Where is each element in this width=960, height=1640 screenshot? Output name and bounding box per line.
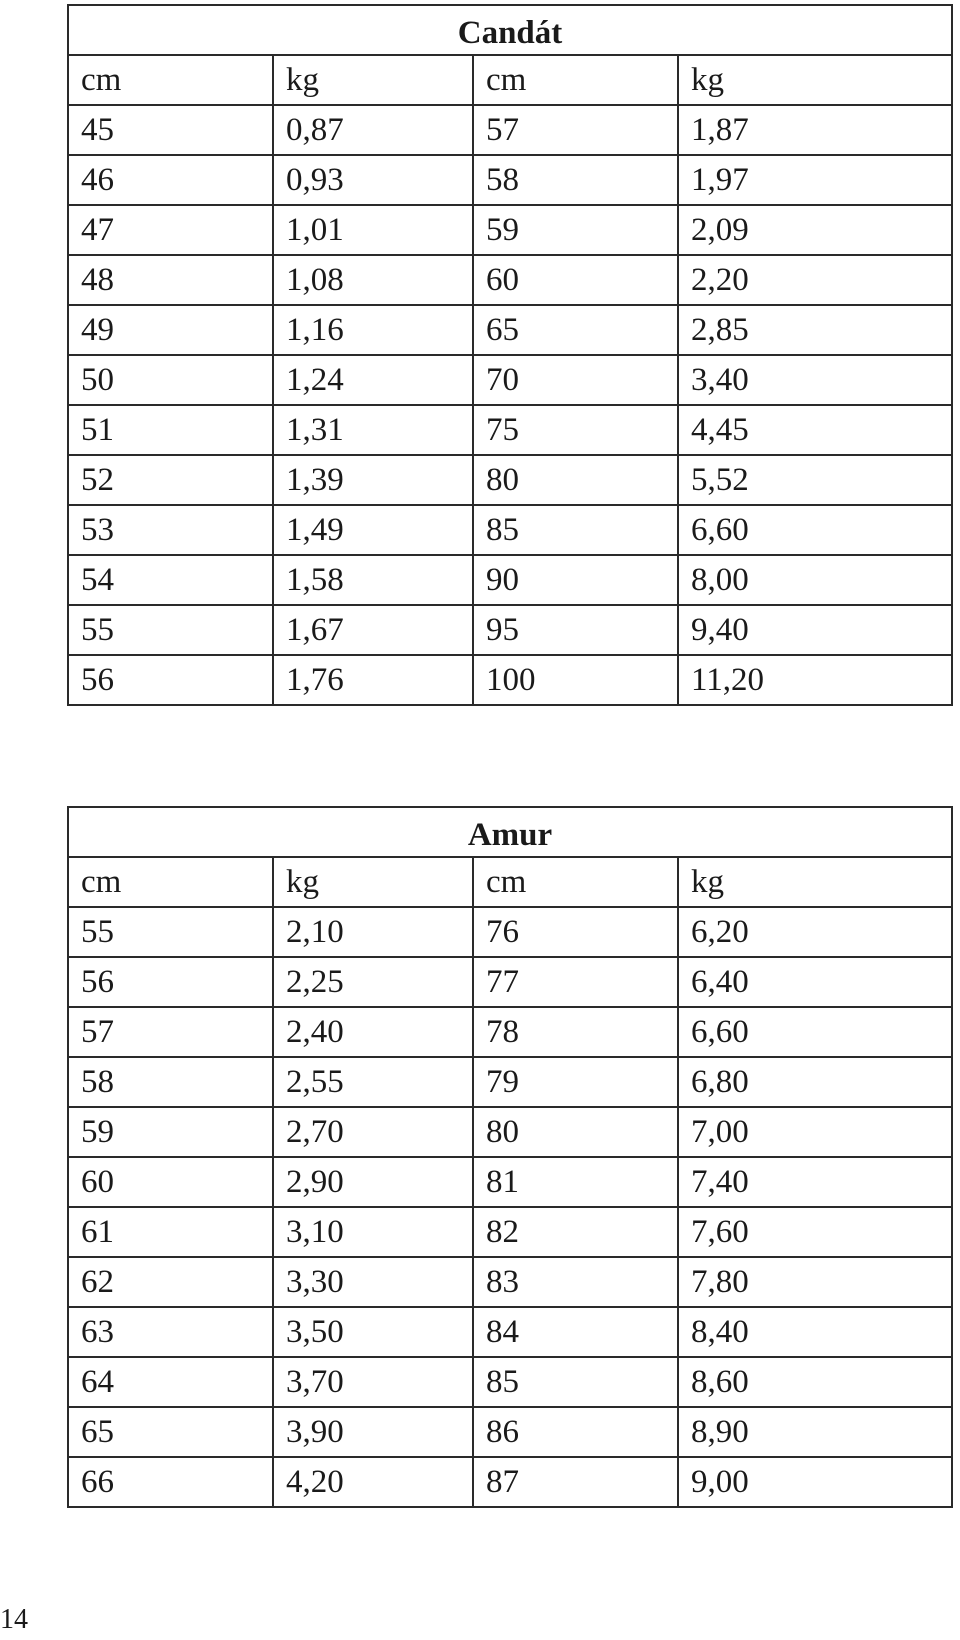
weight-kg-cell: 8,60 [678,1357,952,1407]
length-cm-cell: 79 [473,1057,678,1107]
length-cm-cell: 70 [473,355,678,405]
weight-kg-cell: 1,97 [678,155,952,205]
length-cm-cell: 48 [68,255,273,305]
length-cm-cell: 80 [473,1107,678,1157]
length-cm-cell: 77 [473,957,678,1007]
length-cm-cell: 53 [68,505,273,555]
candat-weight-table [67,4,953,706]
weight-kg-cell: 6,20 [678,907,952,957]
table-row [68,1007,952,1057]
length-cm-cell: 65 [473,305,678,355]
table-body [68,907,952,1507]
length-cm-cell: 51 [68,405,273,455]
table-row [68,205,952,255]
table-row [68,605,952,655]
table-row [68,355,952,405]
table-row [68,1257,952,1307]
weight-kg-cell: 7,40 [678,1157,952,1207]
table-body [68,105,952,705]
weight-kg-cell: 6,80 [678,1057,952,1107]
weight-kg-cell: 2,85 [678,305,952,355]
weight-kg-cell: 3,50 [273,1307,473,1357]
table-title-row [68,807,952,857]
column-header-cm: cm [68,857,273,907]
column-header-row [68,857,952,907]
weight-kg-cell: 0,93 [273,155,473,205]
length-cm-cell: 90 [473,555,678,605]
weight-kg-cell: 4,45 [678,405,952,455]
weight-kg-cell: 2,25 [273,957,473,1007]
length-cm-cell: 78 [473,1007,678,1057]
length-cm-cell: 65 [68,1407,273,1457]
table-row [68,405,952,455]
weight-kg-cell: 2,55 [273,1057,473,1107]
table-title: Amur [68,807,952,857]
table-row [68,655,952,705]
weight-kg-cell: 1,76 [273,655,473,705]
length-cm-cell: 60 [68,1157,273,1207]
weight-kg-cell: 1,24 [273,355,473,405]
length-cm-cell: 54 [68,555,273,605]
length-cm-cell: 59 [68,1107,273,1157]
length-cm-cell: 49 [68,305,273,355]
weight-kg-cell: 0,87 [273,105,473,155]
length-cm-cell: 84 [473,1307,678,1357]
length-cm-cell: 86 [473,1407,678,1457]
table-row [68,1057,952,1107]
table-row [68,1157,952,1207]
length-cm-cell: 59 [473,205,678,255]
length-cm-cell: 52 [68,455,273,505]
weight-kg-cell: 4,20 [273,1457,473,1507]
table-row [68,455,952,505]
weight-kg-cell: 2,10 [273,907,473,957]
length-cm-cell: 55 [68,907,273,957]
weight-kg-cell: 1,31 [273,405,473,455]
weight-kg-cell: 1,67 [273,605,473,655]
length-cm-cell: 46 [68,155,273,205]
table-row [68,105,952,155]
weight-kg-cell: 1,87 [678,105,952,155]
weight-kg-cell: 9,00 [678,1457,952,1507]
length-cm-cell: 55 [68,605,273,655]
length-cm-cell: 82 [473,1207,678,1257]
length-cm-cell: 87 [473,1457,678,1507]
length-cm-cell: 81 [473,1157,678,1207]
length-cm-cell: 57 [68,1007,273,1057]
page-number: 14 [0,1604,28,1635]
weight-kg-cell: 8,90 [678,1407,952,1457]
table-row [68,1107,952,1157]
length-cm-cell: 56 [68,655,273,705]
length-cm-cell: 75 [473,405,678,455]
weight-kg-cell: 7,80 [678,1257,952,1307]
weight-kg-cell: 1,16 [273,305,473,355]
column-header-cm: cm [473,857,678,907]
weight-kg-cell: 6,60 [678,505,952,555]
column-header-cm: cm [473,55,678,105]
table-row [68,255,952,305]
length-cm-cell: 45 [68,105,273,155]
column-header-row [68,55,952,105]
table-row [68,907,952,957]
weight-kg-cell: 5,52 [678,455,952,505]
length-cm-cell: 57 [473,105,678,155]
length-cm-cell: 64 [68,1357,273,1407]
weight-kg-cell: 6,60 [678,1007,952,1057]
weight-kg-cell: 3,30 [273,1257,473,1307]
length-cm-cell: 95 [473,605,678,655]
length-cm-cell: 58 [68,1057,273,1107]
weight-kg-cell: 9,40 [678,605,952,655]
length-cm-cell: 50 [68,355,273,405]
length-cm-cell: 62 [68,1257,273,1307]
table-row [68,1307,952,1357]
length-cm-cell: 76 [473,907,678,957]
length-cm-cell: 63 [68,1307,273,1357]
weight-kg-cell: 2,90 [273,1157,473,1207]
length-cm-cell: 100 [473,655,678,705]
column-header-kg: kg [678,55,952,105]
weight-kg-cell: 1,58 [273,555,473,605]
weight-kg-cell: 8,00 [678,555,952,605]
table-row [68,1457,952,1507]
length-cm-cell: 47 [68,205,273,255]
weight-kg-cell: 1,08 [273,255,473,305]
table-row [68,1357,952,1407]
weight-kg-cell: 2,70 [273,1107,473,1157]
weight-kg-cell: 7,00 [678,1107,952,1157]
weight-kg-cell: 3,70 [273,1357,473,1407]
length-cm-cell: 60 [473,255,678,305]
table-title-row [68,5,952,55]
weight-kg-cell: 1,39 [273,455,473,505]
table-row [68,155,952,205]
table-row [68,505,952,555]
length-cm-cell: 61 [68,1207,273,1257]
length-cm-cell: 83 [473,1257,678,1307]
length-cm-cell: 85 [473,505,678,555]
length-cm-cell: 66 [68,1457,273,1507]
column-header-cm: cm [68,55,273,105]
weight-kg-cell: 6,40 [678,957,952,1007]
weight-kg-cell: 2,20 [678,255,952,305]
length-cm-cell: 56 [68,957,273,1007]
weight-kg-cell: 7,60 [678,1207,952,1257]
weight-kg-cell: 3,90 [273,1407,473,1457]
weight-kg-cell: 11,20 [678,655,952,705]
weight-kg-cell: 2,09 [678,205,952,255]
table-row [68,957,952,1007]
amur-weight-table [67,806,953,1508]
table-row [68,305,952,355]
length-cm-cell: 58 [473,155,678,205]
column-header-kg: kg [273,857,473,907]
length-cm-cell: 85 [473,1357,678,1407]
table-title: Candát [68,5,952,55]
column-header-kg: kg [273,55,473,105]
weight-kg-cell: 1,01 [273,205,473,255]
weight-kg-cell: 8,40 [678,1307,952,1357]
weight-kg-cell: 1,49 [273,505,473,555]
weight-kg-cell: 2,40 [273,1007,473,1057]
table-row [68,1407,952,1457]
length-cm-cell: 80 [473,455,678,505]
weight-kg-cell: 3,10 [273,1207,473,1257]
table-row [68,555,952,605]
column-header-kg: kg [678,857,952,907]
table-row [68,1207,952,1257]
weight-kg-cell: 3,40 [678,355,952,405]
